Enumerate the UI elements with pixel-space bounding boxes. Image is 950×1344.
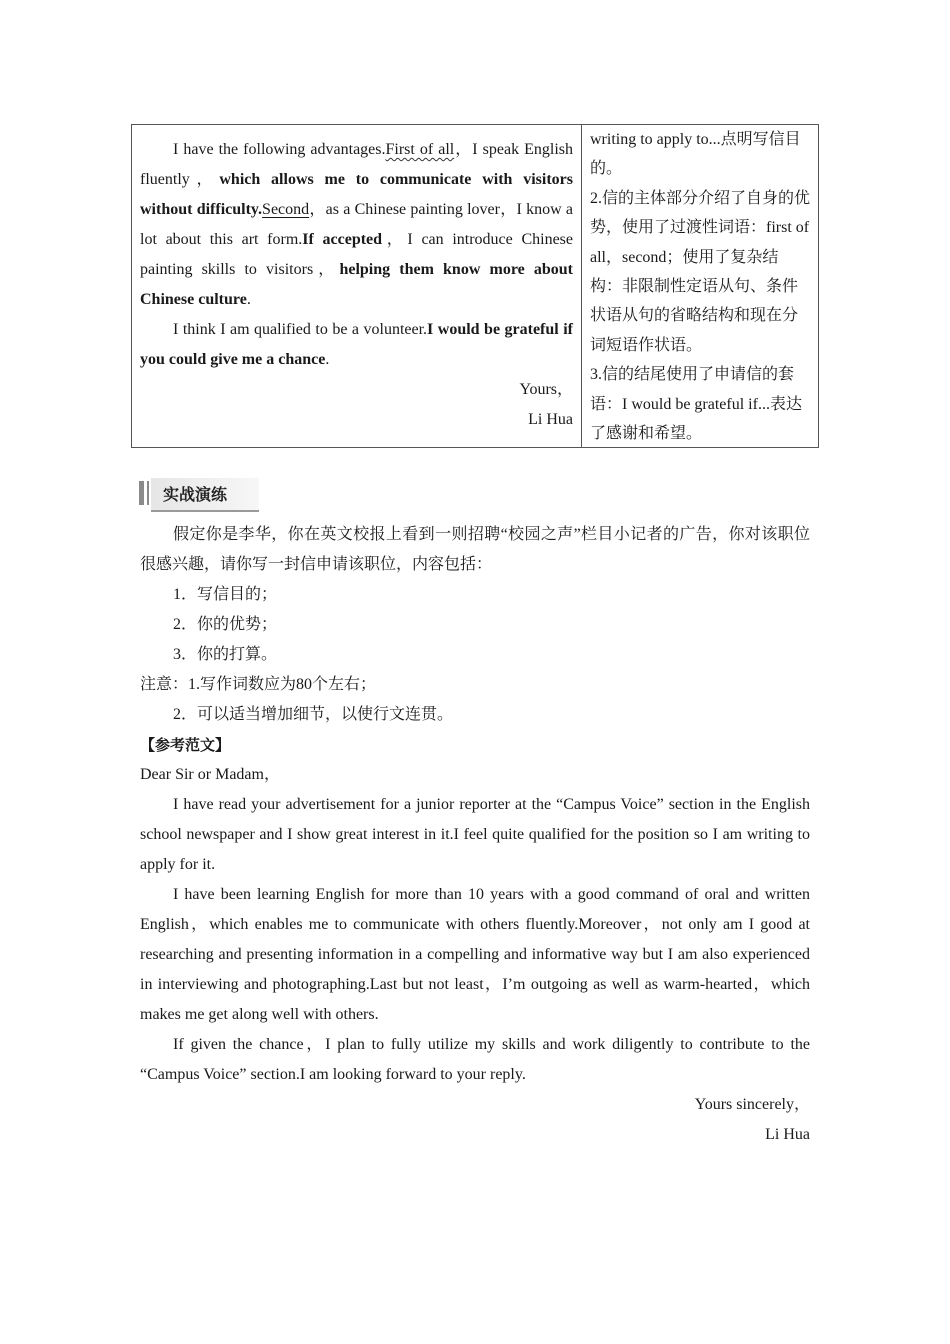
model-signature: Li Hua: [528, 411, 573, 428]
sample-paragraph: If given the chance，I plan to fully utilize my skills and work diligently to contribute to the “Campus Voice” section.I am looking forward to your reply.: [140, 1036, 810, 1083]
text-run: ，I can introduce Chinese painting skills to visitors，: [140, 231, 573, 278]
model-letter-cell: [132, 125, 582, 447]
analysis-table: [131, 124, 819, 448]
text-run: I think I am qualified to be a volunteer.: [173, 321, 428, 338]
transition-first-of-all: First of all: [385, 141, 455, 158]
model-paragraph-closing: [140, 315, 573, 375]
text-run: ，I speak English fluently，: [140, 141, 574, 188]
task-note: 注意：1.写作词数应为80个左右；: [140, 676, 377, 693]
analysis-notes-cell: [582, 125, 818, 447]
task-prompt: 假定你是李华，你在英文校报上看到一则招聘“校园之声”栏目小记者的广告，你对该职位很感兴趣，请你写一封信申请该职位，内容包括：: [140, 526, 810, 573]
bold-clause: which allows me to communicate with visitors without difficulty.: [140, 171, 573, 218]
sample-paragraph: I have been learning English for more than 10 years with a good command of oral and written English，which enables me to communicate with others fluently.Moreover，not only am I good at researching and presenting information in a compelling and informative way but I am also experienced in interviewing and photographing.Last but not least，I’m outgoing as well as warm-hearted，which makes me get along well with others.: [140, 886, 811, 1023]
decor-bar: [139, 481, 144, 505]
task-item: 3．你的打算。: [173, 646, 278, 663]
task-item: 2．你的优势；: [173, 616, 278, 633]
sample-signature: Li Hua: [765, 1126, 810, 1143]
bold-clause: If accepted: [302, 231, 383, 248]
model-paragraph-advantages: [140, 135, 573, 315]
text-run: .: [246, 291, 251, 308]
section-heading-practice: [139, 478, 261, 512]
sample-heading: 【参考范文】: [140, 736, 231, 754]
bold-clause: I would be grateful if you could give me a chance: [140, 321, 573, 368]
note-body: 2.信的主体部分介绍了自身的优势，使用了过渡性词语：first of all，second；使用了复杂结构：非限制性定语从句、条件状语从句的省略结构和现在分词短语作状语。: [590, 189, 811, 354]
task-item: 1．写信目的；: [173, 586, 278, 603]
note-purpose: writing to apply to...点明写信目的。: [590, 131, 801, 178]
text-run: ，as a Chinese painting lover，I know a lot about this art form.: [140, 201, 573, 248]
sample-closing: Yours sincerely，: [694, 1096, 810, 1113]
sample-salutation: Dear Sir or Madam，: [140, 766, 280, 783]
text-run: I have the following advantages.: [173, 141, 386, 158]
section-title: 实战演练: [163, 485, 228, 504]
practice-content: [140, 520, 810, 1150]
bold-clause: helping them know more about Chinese culture: [140, 261, 574, 308]
task-note: 2．可以适当增加细节，以使行文连贯。: [173, 706, 454, 723]
text-run: .: [325, 351, 330, 368]
model-closing: Yours，: [519, 381, 573, 398]
decor-bar: [147, 481, 149, 505]
note-ending: 3.信的结尾使用了申请信的套语：I would be grateful if...表达了感谢和希望。: [590, 366, 802, 443]
transition-second: Second: [262, 201, 310, 218]
sample-paragraph: I have read your advertisement for a junior reporter at the “Campus Voice” section in the English school newspaper and I show great interest in it.I feel quite qualified for the position so I am writing to apply for it.: [140, 796, 810, 873]
